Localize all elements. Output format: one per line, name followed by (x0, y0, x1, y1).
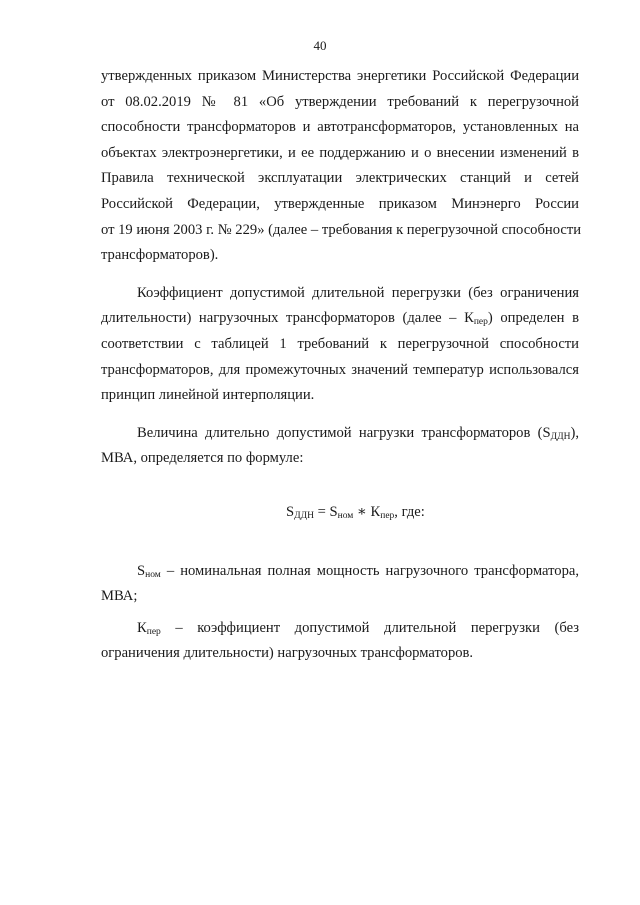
para1-line: Российской Федерации, утвержденные приказом Минэнерго России (101, 195, 579, 212)
para1-line: объектах электроэнергетики, и ее поддержанию и о внесении изменений в (101, 144, 579, 161)
formula: $S_{ДДН} = S_{ном}$ ∗ $К_{пер}$, где: (286, 503, 425, 521)
para1-line: от 19 июня 2003 г. № 229» (далее – требования к перегрузочной способности (101, 221, 582, 238)
definition-snom-cont: МВА; (101, 588, 138, 605)
para1-line: трансформаторов). (101, 247, 219, 264)
para1-line: утвержденных приказом Министерства энергетики Российской Федерации (101, 68, 579, 84)
para1-line: Правила технической эксплуатации электрических станций и сетей (101, 170, 579, 187)
para2-line: трансформаторов, для промежуточных значений температур использовался (101, 361, 579, 378)
para3-line: МВА, определяется по формуле: (101, 450, 304, 467)
document-body (101, 64, 582, 667)
para2-line: соответствии с таблицей 1 требований к перегрузочной способности (101, 335, 579, 352)
para2-line: принцип линейной интерполяции. (101, 387, 315, 404)
para2-line: Коэффициент допустимой длительной перегрузки (без ограничения (137, 284, 579, 301)
para3-line: Величина длительно допустимой нагрузки трансформаторов $(S_{ДДН})$, (137, 424, 579, 442)
definition-snom: $S_{ном}$ – номинальная полная мощность нагрузочного трансформатора, (137, 562, 579, 580)
para2-line: длительности) нагрузочных трансформаторов (далее – $К_{пер}$) определен в (101, 310, 579, 328)
para1-line: способности трансформаторов и автотрансформаторов, установленных на (101, 119, 579, 136)
definition-kper-cont: ограничения длительности) нагрузочных трансформаторов. (101, 645, 474, 662)
page-number: 40 (313, 38, 327, 53)
definition-kper: $К_{пер}$ – коэффициент допустимой длительной перегрузки (без (137, 619, 579, 637)
para1-line: от 08.02.2019 № 81 «Об утверждении требований к перегрузочной (101, 93, 579, 110)
